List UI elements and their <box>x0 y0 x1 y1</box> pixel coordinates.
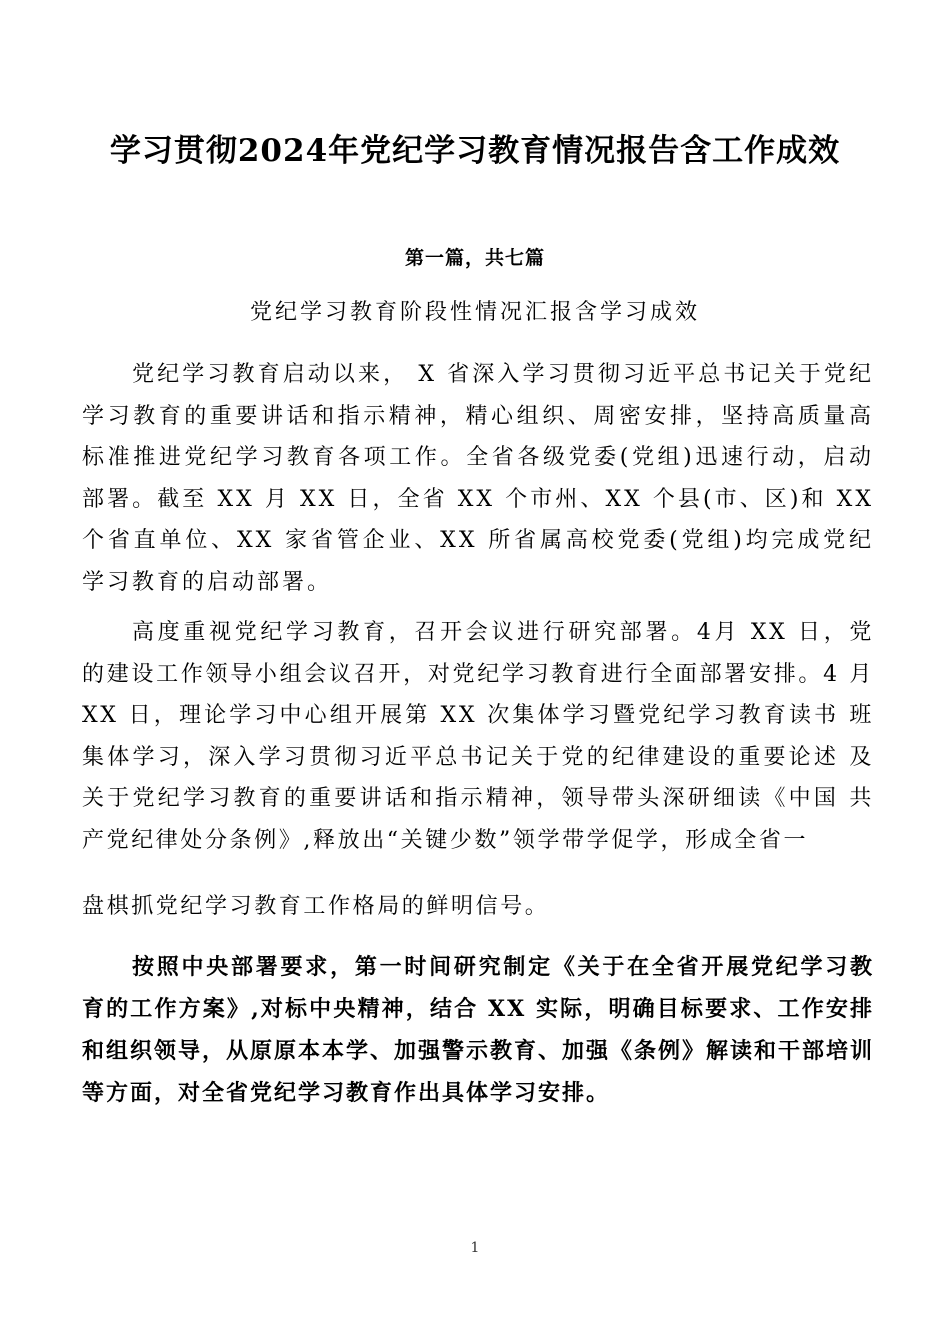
paragraph-meeting-deployment: 高度重视党纪学习教育，召开会议进行研究部署。4月 XX 日，党 的建设工作领导小组会议召开，对党纪学习教育进行全面部署安排。4 月 XX 日，理论学习中心组开展第 XX 次集体学习暨党纪学习教育读书 班集体学习，深入学习贯彻习近平总书记关于党的纪律建设的重要论述 及关于党纪学习教育的重要讲话和指示精神，领导带头深研细读《中国 共产党纪律处分条例》,释放出“关键少数”领学带学促学，形成全省一 <box>82 620 874 853</box>
document-title: 学习贯彻2024年党纪学习教育情况报告含工作成效 <box>109 133 841 169</box>
part-label: 第一篇，共七篇 <box>404 247 545 269</box>
page-number: 1 <box>470 1240 480 1256</box>
paragraph-launch-overview: 党纪学习教育启动以来， X 省深入学习贯彻习近平总书记关于党纪学习教育的重要讲话和指示精神，精心组织、周密安排，坚持高质量高标准推进党纪学习教育各项工作。全省各级党委(党组)迅速行动，启动部署。截至 XX 月 XX 日，全省 XX 个市州、XX 个县(市、区)和 XX 个省直单位、XX 家省管企业、XX 所省属高校党委(党组)均完成党纪学习教育的启动部署。 <box>82 362 874 595</box>
section-subtitle: 党纪学习教育阶段性情况汇报含学习成效 <box>249 300 700 325</box>
paragraph-work-plan-bold: 按照中央部署要求，第一时间研究制定《关于在全省开展党纪学习教育的工作方案》,对标中央精神，结合 XX 实际，明确目标要求、工作安排和组织领导，从原原本本学、加强警示教育、加强《条例》解读和干部培训等方面，对全省党纪学习教育作出具体学习安排。 <box>82 954 875 1106</box>
paragraph-meeting-deployment-continued: 盘棋抓党纪学习教育工作格局的鲜明信号。 <box>82 894 550 919</box>
